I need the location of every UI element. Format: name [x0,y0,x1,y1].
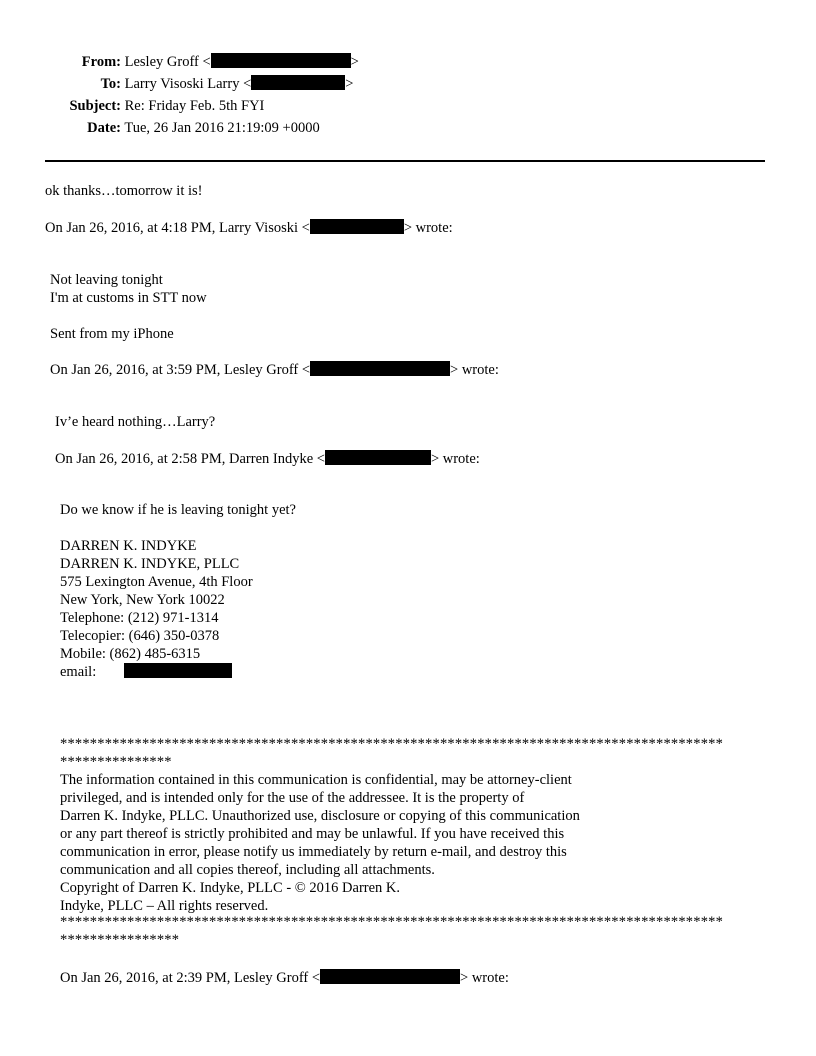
subject-row [45,97,264,115]
date-value: Tue, 26 Jan 2016 21:19:09 +0000 [124,120,320,136]
signature-line: DARREN K. INDYKE [60,538,197,554]
signature-line: Telecopier: (646) 350-0378 [60,628,220,644]
quote-header-4: On Jan 26, 2016, at 2:39 PM, Lesley Groff < > wrote: [60,970,509,986]
signature-line: 575 Lexington Avenue, 4th Floor [60,574,253,590]
signature-line: Telephone: (212) 971-1314 [60,610,219,626]
signature-email [60,663,232,681]
redaction-box [251,75,345,90]
message-line: I'm at customs in STT now [50,290,207,306]
disclaimer-line: privileged, and is intended only for the use of the addressee. It is the property of [60,790,525,806]
subject-label: Subject: [69,98,121,114]
message-signature: Sent from my iPhone [50,326,174,342]
subject-value: Re: Friday Feb. 5th FYI [124,98,265,114]
message-line: Do we know if he is leaving tonight yet? [60,502,296,518]
quote-header-2: On Jan 26, 2016, at 3:59 PM, Lesley Groff < > wrote: [50,362,499,378]
redaction-box [310,361,450,376]
message-line: Iv’e heard nothing…Larry? [55,414,216,430]
message-line: Not leaving tonight [50,272,163,288]
redaction-box [124,663,232,678]
divider-stars: **************** [60,932,180,948]
redaction-box [310,219,404,234]
divider-stars: *************** [60,754,172,770]
quote-header-3: On Jan 26, 2016, at 2:58 PM, Darren Indyke < > wrote: [55,451,480,467]
signature-line: New York, New York 10022 [60,592,225,608]
from-label: From: [81,54,121,70]
from-row: From: Lesley Groff < > [45,53,359,71]
disclaimer-line: communication in error, please notify us immediately by return e-mail, and destroy this [60,844,567,860]
signature-line: Mobile: (862) 485-6315 [60,646,201,662]
disclaimer-line: Darren K. Indyke, PLLC. Unauthorized use, disclosure or copying of this communication [60,808,580,824]
email-label: email: [60,664,97,680]
date-label: Date: [87,120,121,136]
date-row [45,119,320,137]
to-row: To: Larry Visoski Larry < > [45,75,353,93]
disclaimer-line: The information contained in this communication is confidential, may be attorney-client [60,772,572,788]
divider-stars: ***************************************************************************************** [60,736,724,752]
redaction-box [325,450,431,465]
header-divider [45,160,765,162]
to-value: Larry Visoski Larry < [124,76,252,92]
redaction-box [320,969,460,984]
reply-text: ok thanks…tomorrow it is! [45,183,203,199]
quote-header-1: On Jan 26, 2016, at 4:18 PM, Larry Visoski < > wrote: [45,220,453,236]
divider-stars: ***************************************************************************************** [60,914,724,930]
to-label: To: [100,76,121,92]
disclaimer-line: communication and all copies thereof, including all attachments. [60,862,435,878]
disclaimer-line: Copyright of Darren K. Indyke, PLLC - © 2016 Darren K. [60,880,401,896]
disclaimer-line: or any part thereof is strictly prohibited and may be unlawful. If you have received this [60,826,565,842]
from-value: Lesley Groff < [124,54,211,70]
signature-line: DARREN K. INDYKE, PLLC [60,556,240,572]
redaction-box [211,53,351,68]
disclaimer-line: Indyke, PLLC – All rights reserved. [60,898,269,914]
